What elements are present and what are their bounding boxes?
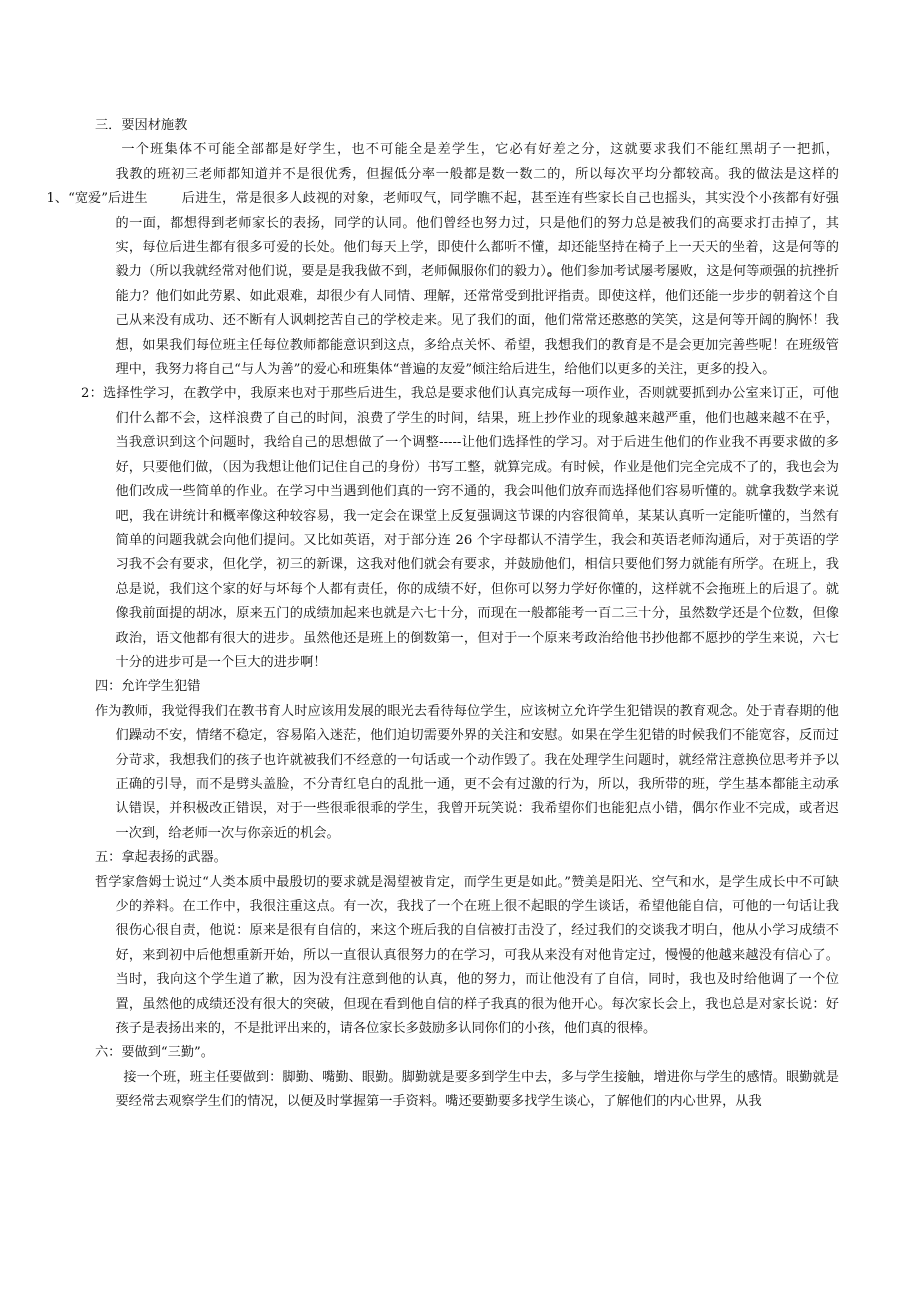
point-1-text-continued: 他们参加考试屡考屡败，这是何等顽强的抗挫折能力？他们如此劳累、如此艰难，却很少有人同情、理解，还常常受到批评指责。即使这样，他们还能一步步的朝着这个自己从来没有成功、还不断有人讽刺挖苦自己的学校走来。见了我们的面，他们常常还憨憨的笑笑，这是何等开阔的胸怀！我想，如果我们每位班主任每位教师都能意识到这点，多给点关怀、希望，我想我们的教育是不是会更加完善些呢！在班级管理中，我努力将自己“与人为善”的爱心和班集体“普遍的友爱”倾注给后进生，给他们以更多的关注，更多的投入。 <box>115 264 840 378</box>
section-6-heading: 六：要做到“三勤”。 <box>95 1045 214 1061</box>
section-3-intro <box>95 138 839 162</box>
section-4-text: 作为教师，我觉得我们在教书育人时应该用发展的眼光去看待每位学生，应该树立允许学生犯错误的教育观念。处于青春期的他们躁动不安，情绪不稳定，容易陷入迷茫，他们迫切需要外界的关注和安慰。如果在学生犯错的时候我们不能宽容，反而过分苛求，我想我们的孩子也许就被我们不经意的一句话或一个动作毁了。我在处理学生问题时，就经常注意换位思考并予以正确的引导，而不是劈头盖脸，不分青红皂白的乱批一通，更不会有过激的行为，所以，我所带的班，学生基本都能主动承认错误，并积极改正错误，对于一些很乖很乖的学生，我曾开玩笑说：我希望你们也能犯点小错，偶尔作业不完成，或者迟一次到，给老师一次与你亲近的机会。 <box>95 703 839 841</box>
section-5-text: 哲学家詹姆士说过“人类本质中最殷切的要求就是渴望被肯定，而学生更是如此。”赞美是阳光、空气和水，是学生成长中不可缺少的养料。在工作中，我很注重这点。有一次，我找了一个在班上很不起眼的学生谈话，希望他能自信，可他的一句话让我很伤心很自责，他说：原来是很有自信的，来这个班后我的自信被打击没了，经过我们的交谈我才明白，他从小学习成绩不好，来到初中后他想重新开始，所以一直很认真很努力的在学习，可我从来没有对他肯定过，慢慢的他越来越没有信心了。当时，我向这个学生道了歉，因为没有注意到他的认真，他的努力，而让他没有了自信，同时，我也及时给他调了一个位置，虽然他的成绩还没有很大的突破，但现在看到他自信的样子我真的很为他开心。每次家长会上，我也总是对家长说：好孩子是表扬出来的，不是批评出来的，请各位家长多鼓励多认同你们的小孩，他们真的很棒。 <box>95 874 839 1037</box>
section-3-intro-line2-para <box>95 163 839 187</box>
point-1-label: 1、“宽爱”后进生 <box>46 191 148 207</box>
section-3-heading: 三．要因材施教 <box>95 118 188 133</box>
section-4-heading: 四：允许学生犯错 <box>95 679 201 695</box>
section-5-heading: 五：拿起表扬的武器。 <box>95 850 227 866</box>
point-1-bold-mark: 。 <box>547 264 561 280</box>
section-3-intro-line1: 一个班集体不可能全部都是好学生，也不可能全是差学生，它必有好差之分，这就要求我们不能红黑胡子一把抓， <box>121 142 839 158</box>
section-3-point-1 <box>46 187 840 382</box>
section-3-intro-line2: 我教的班初三老师都知道并不是很优秀，但握低分率一般都是数一数二的，所以每次平均分都较高。我的做法是这样的 <box>115 166 839 182</box>
section-3-point-2: 2：选择性学习，在教学中，我原来也对于那些后进生，我总是要求他们认真完成每一项作业，否则就要抓到办公室来订正，可他们什么都不会，这样浪费了自己的时间，浪费了学生的时间，结果，班上抄作业的现象越来越严重，他们也越来越不在乎，当我意识到这个问题时，我给自己的思想做了一个调整-----让他们选择性的学习。对于后进生他们的作业我不再要求做的多好，只要他们做，（因为我想让他们记住自己的身份）书写工整，就算完成。有时候，作业是他们完全完成不了的，我也会为他们改成一些简单的作业。在学习中当遇到他们真的一窍不通的，我会叫他们放弃而选择他们容易听懂的。就拿我数学来说吧，我在讲统计和概率像这种较容易，我一定会在课堂上反复强调这节课的内容很简单，某某认真听一定能听懂的，当然有简单的问题我就会向他们提问。又比如英语，对于部分连 26 个字母都认不清学生，我会和英语老师沟通后，对于英语的学习我不会有要求，但化学，初三的新课，这我对他们就会有要求，并鼓励他们，相信只要他们努力就能有所学。在班上，我总是说，我们这个家的好与坏每个人都有责任，你的成绩不好，但你可以努力学好你懂的，这样就不会拖班上的后退了。就像我前面提的胡冰，原来五门的成绩加起来也就是六七十分，而现在一般都能考一百二三十分，虽然数学还是个位数，但像政治，语文他都有很大的进步。虽然他还是班上的倒数第一，但对于一个原来考政治给他书抄他都不愿抄的学生来说，六七十分的进步可是一个巨大的进步啊！ <box>81 386 839 670</box>
section-6-text: 接一个班，班主任要做到：脚勤、嘴勤、眼勤。脚勤就是要多到学生中去，多与学生接触，增进你与学生的感情。眼勤就是要经常去观察学生们的情况，以便及时掌握第一手资料。嘴还要勤要多找学生谈心，了解他们的内心世界，从我 <box>115 1069 839 1110</box>
point-1-text: 后进生，常是很多人歧视的对象，老师叹气，同学瞧不起，甚至连有些家长自己也摇头，其实没个小孩都有好强的一面，都想得到老师家长的表扬，同学的认同。他们曾经也努力过，只是他们的努力总是被我们的高要求打击掉了，其实，每位后进生都有很多可爱的长处。他们每天上学，即使什么都听不懂，却还能坚持在椅子上一天天的坐着，这是何等的毅力（所以我就经常对他们说，要是是我我做不到，老师佩服你们的毅力） <box>115 191 839 280</box>
document-body <box>46 114 840 1115</box>
